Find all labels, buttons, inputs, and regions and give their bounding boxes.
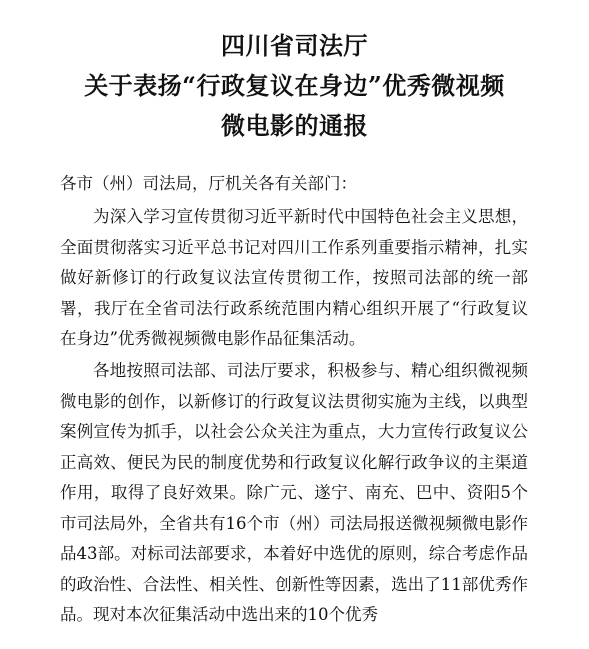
document-title-line-1: 四川省司法厅 [221, 31, 368, 60]
body-paragraph-1: 为深入学习宣传贯彻习近平新时代中国特色社会主义思想，全面贯彻落实习近平总书记对四川工作系列重要指示精神，扎实做好新修订的行政复议法宣传贯彻工作，按照司法部的统一部署，我厅在全省司法行政系统范围内精心组织开展了“行政复议在身边”优秀微视频微电影作品征集活动。 [60, 207, 528, 348]
document-title-line-3: 微电影的通报 [221, 111, 368, 140]
salutation: 各市（州）司法局，厅机关各有关部门： [60, 174, 357, 193]
body-paragraph-2: 各地按照司法部、司法厅要求，积极参与、精心组织微视频微电影的创作，以新修订的行政复议法贯彻实施为主线，以典型案例宣传为抓手，以社会公众关注为重点，大力宣传行政复议公正高效、便民为民的制度优势和行政复议化解行政争议的主渠道作用，取得了良好效果。除广元、遂宁、南充、巴中、资阳5个市司法局外，全省共有16个市（州）司法局报送微视频微电影作品43部。对标司法部要求，本着好中选优的原则，综合考虑作品的政治性、合法性、相关性、创新性等因素，选出了11部优秀作品。现对本次征集活动中选出来的10个优秀 [60, 361, 528, 624]
document-title-line-2: 关于表扬“行政复议在身边”优秀微视频 [84, 71, 505, 100]
